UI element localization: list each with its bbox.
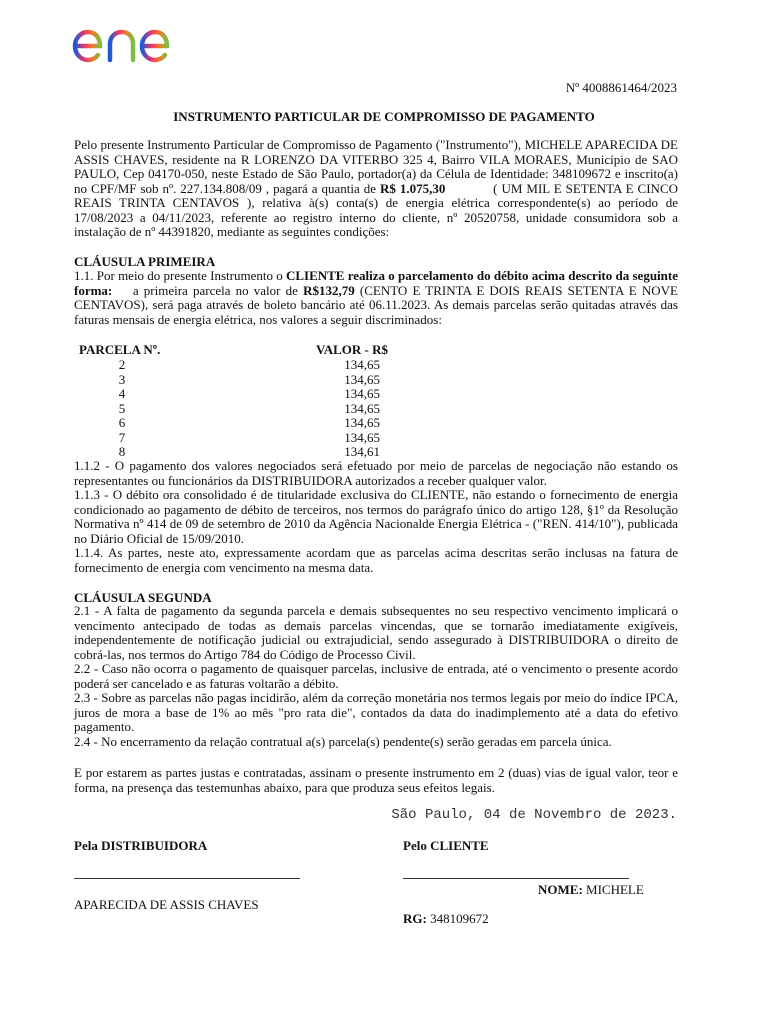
table-header-valor: VALOR - R$: [316, 342, 388, 357]
enel-logo: [70, 14, 210, 64]
total-amount: R$ 1.075,30: [380, 180, 446, 196]
clause-1-1-3: 1.1.3 - O débito ora consolidado é de titularidade exclusiva do CLIENTE, não estando o fornecimento de energia condicionado ao pagamento de débito de terceiros, nos termos do parágrafo único do artigo 128, §1º da Resolução Normativa nº 414 de 09 de setembro de 2010 da Agência Nacionalde Energia Elétrica - ("REN. 414/10"), publicada no Diário Oficial de 15/09/2010.: [74, 487, 678, 546]
installments-table: [0, 357, 768, 459]
intro-paragraph: Pelo presente Instrumento Particular de Compromisso de Pagamento ("Instrumento"), MICHELE APARECIDA DE ASSIS CHAVES, residente na R LORENZO DA VITERBO 325 4, Bairro VILA MORAES, Município de SAO PAULO, Cep 04170-050, neste Estado de São Paulo, portador(a) da Célula de Identidade: 348109672 e inscrito(a) no CPF/MF sob nº. 227.134.808/09 , pagará a quantia de R$ 1.075,30 ( UM MIL E SETENTA E CINCO REAIS TRINTA CENTAVOS ), relativa à(s) conta(s) de energia elétrica correspondente(s) ao período de 17/08/2023 a 04/11/2023, referente ao registro interno do cliente, nº 20520758, unidade consumidora sob a instalação de nº 44391820, mediante as seguintes condições:: [74, 137, 682, 239]
client-name: NOME: MICHELE: [538, 882, 644, 897]
clause-2-2: 2.2 - Caso não ocorra o pagamento de quaisquer parcelas, inclusive de entrada, até o vencimento o presente acordo poderá ser cancelado e as faturas voltarão a débito.: [74, 661, 678, 691]
table-row: 5 134,65: [118, 400, 380, 416]
clause-1-1: 1.1. Por meio do presente Instrumento o CLIENTE realiza o parcelamento do débito acima descrito da seguinte forma: a primeira parcela no valor de R$132,79 (CENTO E TRINTA E DOIS REAIS SETENTA E NOVE CENTAVOS), será paga através de boleto bancário até 06.11.2023. As demais parcelas serão quitadas através das faturas mensais de energia elétrica, nos valores a seguir discriminados:: [74, 268, 678, 327]
cliente-label: Pelo CLIENTE: [403, 838, 489, 853]
document-title: INSTRUMENTO PARTICULAR DE COMPROMISSO DE PAGAMENTO: [173, 109, 595, 124]
table-header-parcela: PARCELA Nº.: [79, 342, 161, 357]
table-row: 2 134,65: [118, 357, 380, 372]
table-row: 4 134,65: [118, 386, 380, 401]
table-row: 8 134,61: [118, 444, 380, 459]
clausula-segunda-heading: CLÁUSULA SEGUNDA: [74, 590, 212, 605]
clause-1-1-4: 1.1.4. As partes, neste ato, expressamente acordam que as parcelas acima descritas serão inclusas na fatura de fornecimento de energia com vencimento na mesma data.: [74, 545, 678, 575]
table-row: 6 134,65: [118, 415, 380, 430]
client-name-continued: APARECIDA DE ASSIS CHAVES: [74, 897, 259, 912]
clause-2-1: 2.1 - A falta de pagamento da segunda parcela e demais subsequentes no seu respectivo vencimento implicará o vencimento antecipado de todas as demais parcelas vincendas, que se tornarão imediatamente exigíveis, independentemente de notificação judicial ou extrajudicial, sendo assegurado à DISTRIBUIDORA o direito de cobrá-las, nos termos do Artigo 784 do Código de Processo Civil.: [74, 603, 678, 662]
distribuidora-label: Pela DISTRIBUIDORA: [74, 838, 208, 853]
table-row: 7 134,65: [118, 429, 380, 445]
clausula-primeira-heading: CLÁUSULA PRIMEIRA: [74, 254, 216, 269]
place-date: São Paulo, 04 de Novembro de 2023.: [391, 807, 677, 823]
clause-1-1-2: 1.1.2 - O pagamento dos valores negociados será efetuado por meio de parcelas de negociação não estando os representantes ou funcionários da DISTRIBUIDORA autorizados a receber qualquer valor.: [74, 458, 678, 488]
client-rg: RG: 348109672: [403, 911, 489, 926]
clause-2-3: 2.3 - Sobre as parcelas não pagas incidirão, além da correção monetária nos termos legais por meio do índice IPCA, juros de mora a base de 1% ao mês "pro rata die", contados da data do inadimplemento até a data do efetivo pagamento.: [74, 690, 678, 734]
table-row: 3 134,65: [118, 371, 380, 387]
clause-2-4: 2.4 - No encerramento da relação contratual a(s) parcela(s) pendente(s) serão geradas em parcela única.: [74, 734, 612, 749]
distribuidora-signature-line: [74, 878, 300, 879]
document-number: Nº 4008861464/2023: [565, 80, 677, 95]
closing-paragraph: E por estarem as partes justas e contratadas, assinam o presente instrumento em 2 (duas) vias de igual valor, teor e forma, na presença das testemunhas abaixo, para que produza seus efeitos legais.: [74, 765, 678, 795]
cliente-signature-line: [403, 878, 629, 879]
